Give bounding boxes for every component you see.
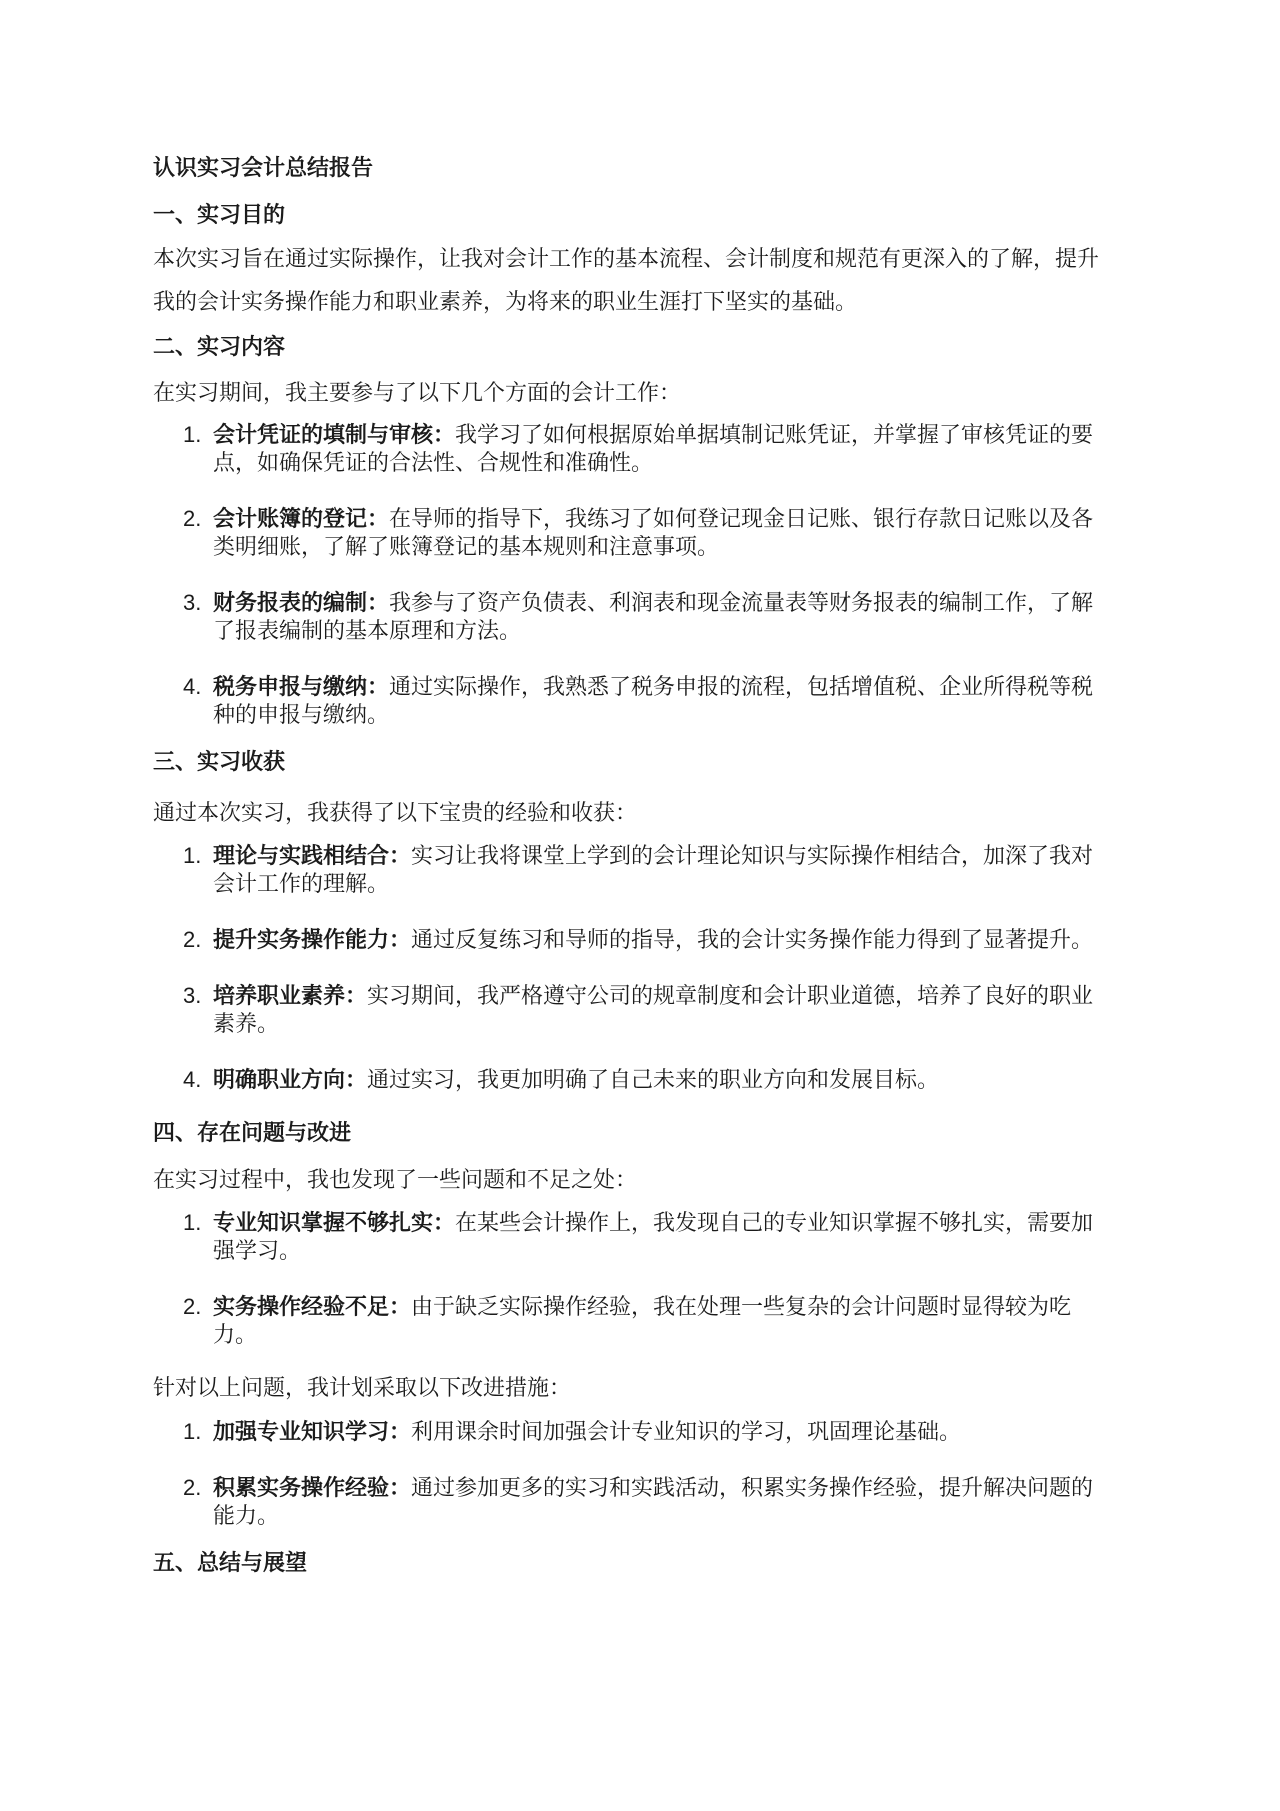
list-item [153,1293,1113,1349]
list-item [153,673,1113,729]
paragraph-purpose: 本次实习旨在通过实际操作，让我对会计工作的基本流程、会计制度和规范有更深入的了解，提升我的会计实务操作能力和职业素养，为将来的职业生涯打下坚实的基础。 [153,246,1100,314]
numbered-list-improvements [153,1418,1113,1530]
list-item-body: 我参与了资产负债表、利润表和现金流量表等财务报表的编制工作，了解了报表编制的基本原理和方法。 [213,590,1094,643]
list-item-lead: 明确职业方向： [213,1067,368,1092]
list-item-lead: 加强专业知识学习： [213,1419,412,1444]
list-item-number: 2. [183,927,202,952]
list-item-body: 我学习了如何根据原始单据填制记账凭证，并掌握了审核凭证的要点，如确保凭证的合法性、合规性和准确性。 [213,422,1094,475]
list-item-number: 2. [183,1294,202,1319]
list-item-body: 通过反复练习和导师的指导，我的会计实务操作能力得到了显著提升。 [411,927,1094,952]
list-item-body: 由于缺乏实际操作经验，我在处理一些复杂的会计问题时显得较为吃力。 [213,1294,1072,1347]
list-item-lead: 培养职业素养： [213,983,368,1008]
list-item-body: 在某些会计操作上，我发现自己的专业知识掌握不够扎实，需要加强学习。 [213,1210,1094,1263]
list-item [153,982,1113,1038]
list-item [153,1066,1113,1094]
paragraph-problems-intro: 在实习过程中，我也发现了一些问题和不足之处： [153,1167,638,1192]
list-item [153,421,1113,477]
list-item-lead: 积累实务操作经验： [213,1475,412,1500]
list-item-lead: 实务操作经验不足： [213,1294,412,1319]
list-item-number: 4. [183,674,202,699]
list-item-lead: 理论与实践相结合： [213,843,412,868]
list-item-number: 3. [183,590,202,615]
list-item-number: 2. [183,1475,202,1500]
list-item-body: 实习期间，我严格遵守公司的规章制度和会计职业道德，培养了良好的职业素养。 [213,983,1094,1036]
paragraph-gains-intro: 通过本次实习，我获得了以下宝贵的经验和收获： [153,800,638,825]
list-item-text [213,421,1113,477]
section-heading-2: 二、实习内容 [153,334,286,359]
list-item-number: 4. [183,1067,202,1092]
list-item-lead: 财务报表的编制： [213,590,390,615]
list-item-text [213,505,1113,561]
list-item-lead: 专业知识掌握不够扎实： [213,1210,456,1235]
list-item-number: 1. [183,843,202,868]
paragraph-improve-intro: 针对以上问题，我计划采取以下改进措施： [153,1375,572,1400]
section-heading-4: 四、存在问题与改进 [153,1120,352,1145]
list-item-lead: 提升实务操作能力： [213,927,412,952]
list-item-text [213,1293,1113,1349]
list-item-body: 利用课余时间加强会计专业知识的学习，巩固理论基础。 [411,1419,962,1444]
list-item [153,926,1113,954]
list-item-text [213,1066,1113,1094]
list-item [153,1474,1113,1530]
list-item-text [213,926,1113,954]
numbered-list-content [153,421,1113,729]
section-heading-5: 五、总结与展望 [153,1550,308,1575]
list-item-text [213,842,1113,898]
list-item-number: 2. [183,506,202,531]
list-item-lead: 会计账簿的登记： [213,506,390,531]
list-item [153,505,1113,561]
numbered-list-problems [153,1209,1113,1349]
list-item-text [213,1474,1113,1530]
list-item [153,842,1113,898]
list-item [153,1418,1113,1446]
list-item-body: 通过实际操作，我熟悉了税务申报的流程，包括增值税、企业所得税等税种的申报与缴纳。 [213,674,1094,727]
document-title [153,154,1113,182]
list-item-lead: 税务申报与缴纳： [213,674,390,699]
numbered-list-gains [153,842,1113,1094]
list-item-number: 1. [183,422,202,447]
list-item-text [213,673,1113,729]
list-item-lead: 会计凭证的填制与审核： [213,422,456,447]
list-item-body: 在导师的指导下，我练习了如何登记现金日记账、银行存款日记账以及各类明细账，了解了账簿登记的基本规则和注意事项。 [213,506,1094,559]
list-item [153,589,1113,645]
list-item [153,1209,1113,1265]
section-heading-3: 三、实习收获 [153,749,286,774]
list-item-text [213,589,1113,645]
document-title-text: 认识实习会计总结报告 [153,155,374,180]
list-item-number: 3. [183,983,202,1008]
list-item-body: 实习让我将课堂上学到的会计理论知识与实际操作相结合，加深了我对会计工作的理解。 [213,843,1094,896]
list-item-body: 通过参加更多的实习和实践活动，积累实务操作经验，提升解决问题的能力。 [213,1475,1094,1528]
list-item-text [213,982,1113,1038]
list-item-text [213,1209,1113,1265]
list-item-text [213,1418,1113,1446]
list-item-body: 通过实习，我更加明确了自己未来的职业方向和发展目标。 [367,1067,940,1092]
section-heading-1: 一、实习目的 [153,202,286,227]
list-item-number: 1. [183,1210,202,1235]
list-item-number: 1. [183,1419,202,1444]
paragraph-content-intro: 在实习期间，我主要参与了以下几个方面的会计工作： [153,380,682,405]
